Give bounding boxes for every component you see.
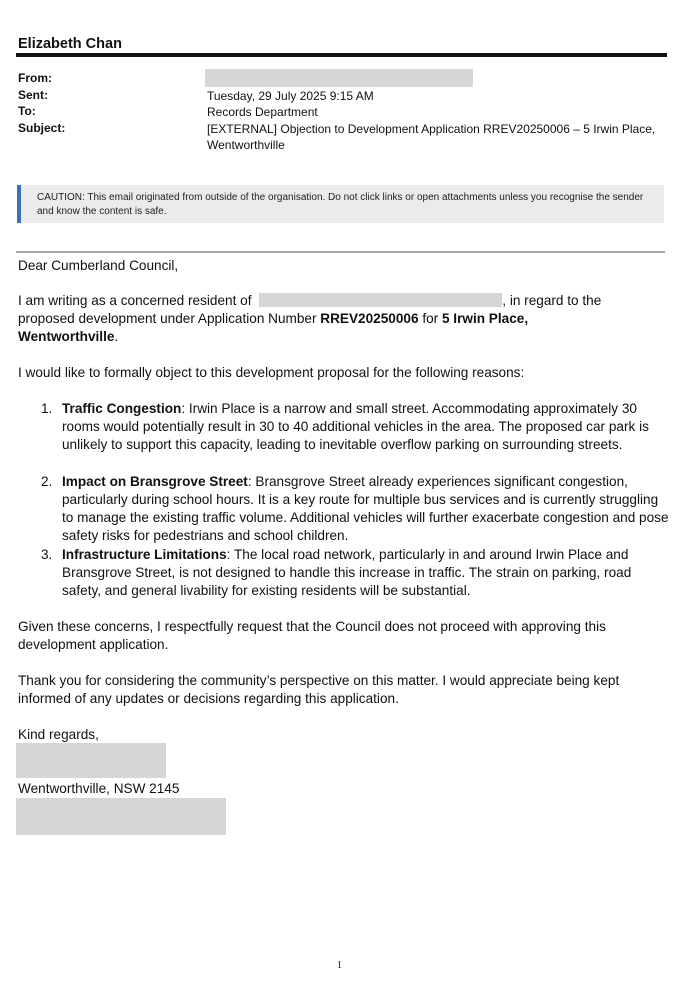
signoff: Kind regards, [18, 727, 99, 742]
signature-name-redaction [16, 743, 166, 778]
application-number: RREV20250006 [320, 311, 419, 326]
sent-label: Sent: [18, 88, 48, 102]
body-divider [16, 251, 665, 253]
reason-number: 3. [41, 547, 53, 562]
from-redaction [205, 69, 473, 87]
reason-item [62, 546, 672, 600]
page-number: 1 [337, 960, 342, 971]
reason-text: : Irwin Place is a narrow and small street. Accommodating approximately 30 rooms would potentially result in 30 to 40 additional vehicles in the area. The proposed car park is unlikely to support this capacity, leading to inevitable overflow parking on surrounding streets. [62, 401, 649, 452]
to-value: Records Department [207, 105, 318, 119]
request-paragraph: Given these concerns, I respectfully request that the Council does not proceed with approving this development application. [18, 619, 606, 652]
reason-title: Infrastructure Limitations [62, 547, 227, 562]
reason-text: : Bransgrove Street already experiences significant congestion, particularly during school hours. It is a key route for multiple bus services and is currently struggling to manage the existing traffic volume. Additional vehicles will further exacerbate congestion and pose safety risks for pedestrians and school children. [62, 474, 669, 543]
sent-value: Tuesday, 29 July 2025 9:15 AM [207, 89, 374, 103]
intro-paragraph [18, 292, 668, 346]
reason-title: Traffic Congestion [62, 401, 182, 416]
reason-item [62, 400, 672, 454]
caution-text: CAUTION: This email originated from outside of the organisation. Do not click links or open attachments unless you recognise the sender and know the content is safe. [37, 192, 644, 217]
subject-label: Subject: [18, 121, 66, 135]
intro-line-2: proposed development under Application Number RREV20250006 for 5 Irwin Place, [18, 311, 529, 326]
objection-statement: I would like to formally object to this development proposal for the following reasons: [18, 365, 525, 380]
intro-line-3: Wentworthville. [18, 329, 119, 344]
contact-details-redaction [16, 798, 226, 835]
reason-text: : The local road network, particularly in and around Irwin Place and Bransgrove Street, is not designed to handle this increase in traffic. The strain on parking, road safety, and general livability for existing residents will be substantial. [62, 547, 632, 598]
property-suburb: Wentworthville [18, 329, 115, 344]
reason-title: Impact on Bransgrove Street [62, 474, 248, 489]
intro-line-1: I am writing as a concerned resident of , in regard to the [18, 293, 602, 308]
address-redaction [259, 293, 502, 307]
property-address: 5 Irwin Place, [441, 311, 529, 326]
reason-number: 1. [41, 401, 53, 416]
from-label: From: [18, 71, 52, 85]
greeting: Dear Cumberland Council, [18, 258, 179, 273]
subject-value: [EXTERNAL] Objection to Development Application RREV20250006 – 5 Irwin Place, Wentworthville [207, 122, 656, 152]
caution-banner [17, 185, 664, 223]
header-rule [16, 53, 667, 57]
reason-number: 2. [41, 474, 53, 489]
thanks-paragraph: Thank you for considering the community’s perspective on this matter. I would appreciate being kept informed of any updates or decisions regarding this application. [18, 673, 620, 706]
to-label: To: [18, 104, 36, 118]
reason-item [62, 473, 672, 545]
suburb-line: Wentworthville, NSW 2145 [18, 781, 180, 796]
sender-name: Elizabeth Chan [18, 36, 122, 52]
